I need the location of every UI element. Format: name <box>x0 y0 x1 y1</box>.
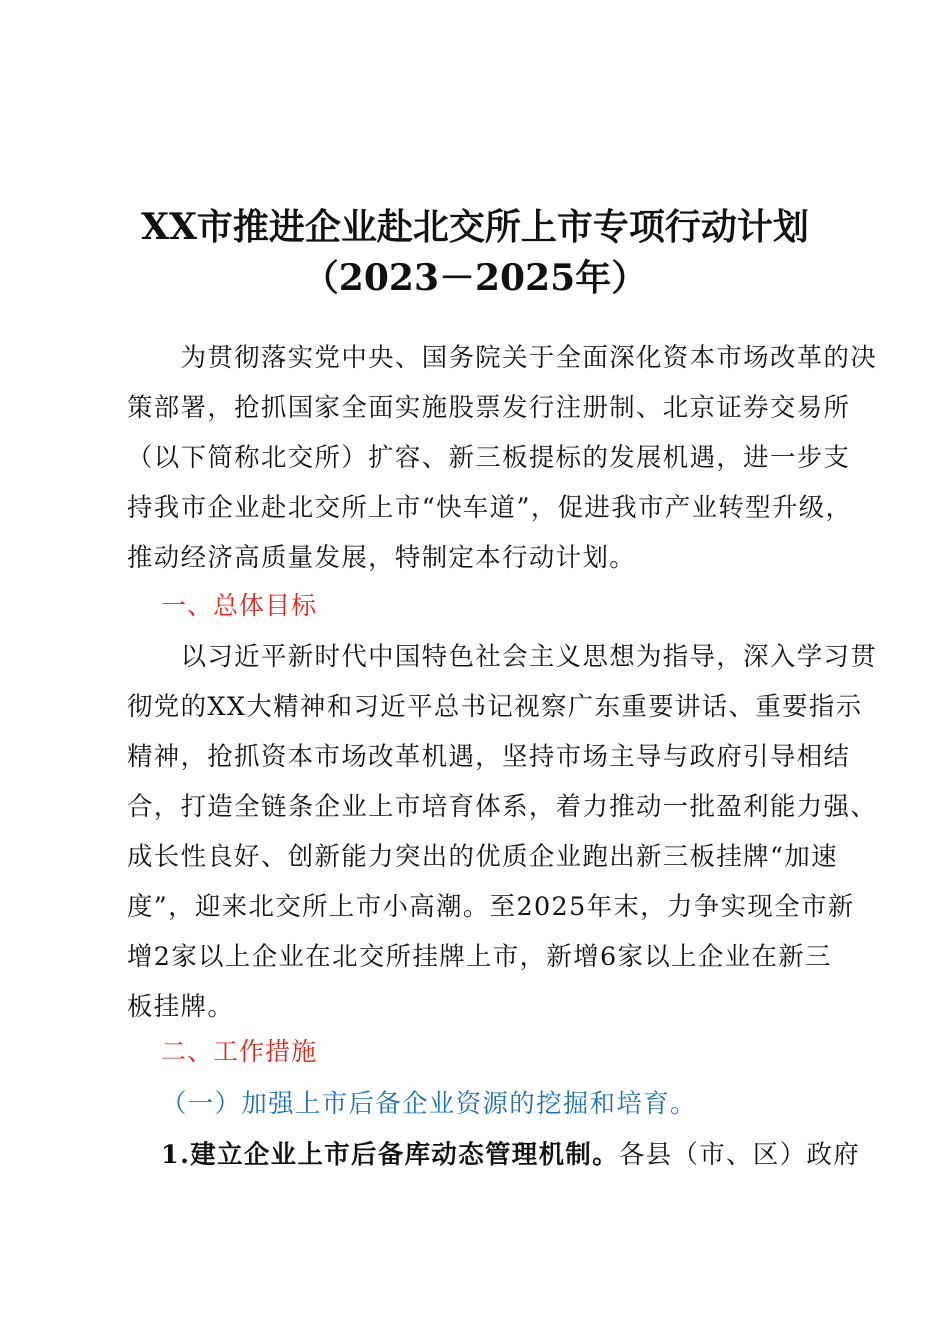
goal-line: 成长性良好、创新能力突出的优质企业跑出新三板挂牌“加速 <box>127 841 838 871</box>
measure-item-text: 各县（市、区）政府 <box>618 1139 861 1169</box>
goal-line: 合，打造全链条企业上市培育体系，着力推动一批盈利能力强、 <box>127 791 878 821</box>
measure-item-title: 1.建立企业上市后备库动态管理机制。 <box>161 1139 619 1169</box>
section-heading-overall-goal: 一、总体目标 <box>161 591 318 620</box>
intro-line: 持我市企业赴北交所上市“快车道”，促进我市产业转型升级， <box>127 492 853 522</box>
intro-line: 推动经济高质量发展，特制定本行动计划。 <box>127 542 637 572</box>
section-heading-work-measures: 二、工作措施 <box>161 1037 318 1066</box>
document-title: XX市推进企业赴北交所上市专项行动计划 <box>141 206 809 248</box>
goal-paragraph <box>127 631 878 1031</box>
goal-line: 板挂牌。 <box>127 991 235 1021</box>
goal-line: 以习近平新时代中国特色社会主义思想为指导，深入学习贯 <box>127 641 878 671</box>
measure-item-1 <box>161 1134 860 1174</box>
document-subtitle-years: （2023－2025年） <box>302 257 648 299</box>
goal-line: 精神，抢抓资本市场改革机遇，坚持市场主导与政府引导相结 <box>127 741 851 771</box>
intro-line: （以下简称北交所）扩容、新三板提标的发展机遇，进一步支 <box>127 442 851 472</box>
goal-line: 彻党的XX大精神和习近平总书记视察广东重要讲话、重要指示 <box>127 691 863 721</box>
intro-paragraph <box>127 332 878 582</box>
intro-line: 为贯彻落实党中央、国务院关于全面深化资本市场改革的决 <box>127 342 878 372</box>
subsection-heading: （一）加强上市后备企业资源的挖掘和培育。 <box>161 1088 697 1118</box>
goal-line: 度”，迎来北交所上市小高潮。至2025年末，力争实现全市新 <box>127 891 855 921</box>
intro-line: 策部署，抢抓国家全面实施股票发行注册制、北京证券交易所 <box>127 392 851 422</box>
goal-line: 增2家以上企业在北交所挂牌上市，新增6家以上企业在新三 <box>127 941 832 971</box>
